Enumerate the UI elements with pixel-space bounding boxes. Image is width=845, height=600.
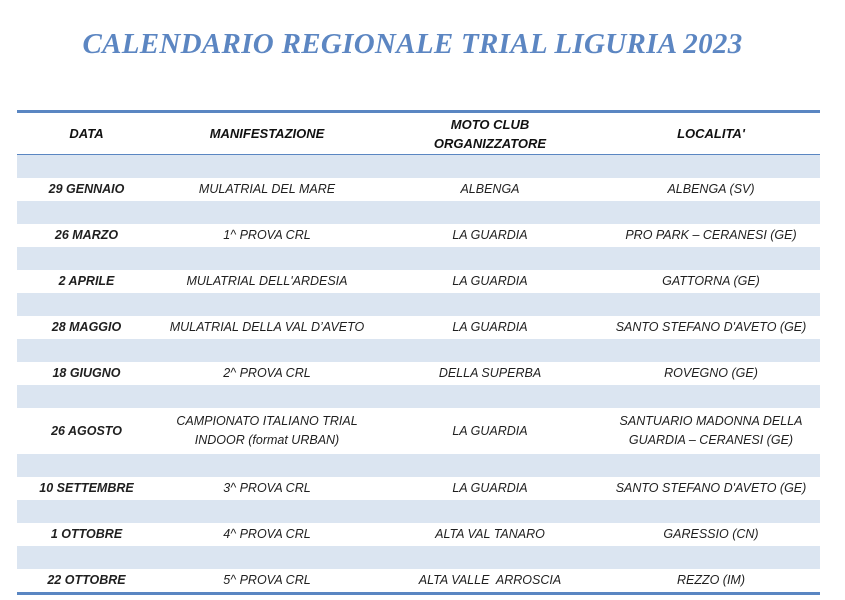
table-row: [17, 408, 820, 454]
cell-event: [156, 180, 378, 199]
cell-location: [602, 479, 820, 498]
cell-location-line: PRO PARK – CERANESI (GE): [625, 228, 797, 242]
cell-location-line: SANTO STEFANO D'AVETO (GE): [615, 481, 807, 495]
table-row: [17, 316, 820, 339]
cell-date: 1 OTTOBRE: [50, 527, 123, 541]
cell-event-line: MULATRIAL DELLA VAL D’AVETO: [169, 320, 365, 334]
cell-club: ALTA VALLE ARROSCIA: [418, 573, 562, 587]
cell-event-line: MULATRIAL DEL MARE: [198, 182, 336, 196]
cell-location-line: SANTUARIO MADONNA DELLA: [619, 414, 803, 428]
table-row: [17, 270, 820, 293]
table-row: [17, 569, 820, 592]
cell-event-line: 3^ PROVA CRL: [223, 481, 311, 495]
spacer-row: [17, 201, 820, 224]
cell-date: 2 APRILE: [58, 274, 115, 288]
cell-event-line: 2^ PROVA CRL: [223, 366, 311, 380]
cell-club: LA GUARDIA: [452, 228, 528, 242]
cell-location-line: GARESSIO (CN): [663, 527, 759, 541]
cell-event-line: 4^ PROVA CRL: [223, 527, 311, 541]
spacer-row: [17, 500, 820, 523]
cell-club: DELLA SUPERBA: [438, 366, 542, 380]
cell-location-line: GUARDIA – CERANESI (GE): [628, 433, 794, 447]
table-header-row: [17, 113, 820, 155]
cell-club: ALBENGA: [460, 182, 520, 196]
cell-club: ALTA VAL TANARO: [435, 527, 545, 541]
cell-event-line: CAMPIONATO ITALIANO TRIAL: [176, 414, 358, 428]
cell-date: 29 GENNAIO: [48, 182, 125, 196]
table-row: [17, 362, 820, 385]
cell-location: [602, 272, 820, 291]
table-row: [17, 523, 820, 546]
table-row: [17, 477, 820, 500]
cell-location: [602, 364, 820, 383]
header-manifestazione: MANIFESTAZIONE: [209, 126, 325, 141]
spacer-row: [17, 385, 820, 408]
cell-location: [602, 180, 820, 199]
cell-date: 22 OTTOBRE: [47, 573, 126, 587]
cell-club: LA GUARDIA: [452, 481, 528, 495]
cell-event-line: MULATRIAL DELL'ARDESIA: [186, 274, 348, 288]
cell-event-line: 5^ PROVA CRL: [223, 573, 311, 587]
cell-event-line: INDOOR (format URBAN): [194, 433, 340, 447]
cell-location: [602, 318, 820, 337]
cell-event: [156, 412, 378, 450]
table-body: [17, 155, 820, 592]
cell-location-line: SANTO STEFANO D'AVETO (GE): [615, 320, 807, 334]
cell-date: 28 MAGGIO: [51, 320, 122, 334]
cell-event-line: 1^ PROVA CRL: [223, 228, 311, 242]
page-title: CALENDARIO REGIONALE TRIAL LIGURIA 2023: [82, 28, 743, 60]
spacer-row: [17, 546, 820, 569]
spacer-row: [17, 339, 820, 362]
cell-club: LA GUARDIA: [452, 423, 528, 438]
cell-date: 26 MARZO: [54, 228, 119, 242]
cell-location: [602, 226, 820, 245]
cell-event: [156, 571, 378, 590]
header-moto-club-line1: MOTO CLUB: [450, 116, 530, 132]
cell-event: [156, 479, 378, 498]
header-moto-club-line2: ORGANIZZATORE: [433, 135, 547, 151]
table-row: [17, 178, 820, 201]
cell-event: [156, 364, 378, 383]
header-localita: LOCALITA': [677, 126, 745, 141]
cell-event: [156, 272, 378, 291]
header-moto-club: [378, 115, 602, 153]
cell-date: 26 AGOSTO: [51, 423, 122, 438]
spacer-row: [17, 454, 820, 477]
table-row: [17, 224, 820, 247]
cell-location-line: REZZO (IM): [676, 573, 746, 587]
spacer-row: [17, 155, 820, 178]
cell-location: [602, 571, 820, 590]
cell-event: [156, 318, 378, 337]
cell-location: [602, 412, 820, 450]
cell-location: [602, 525, 820, 544]
cell-date: 18 GIUGNO: [52, 366, 121, 380]
calendar-table: [17, 110, 820, 595]
cell-location-line: ROVEGNO (GE): [664, 366, 758, 380]
cell-club: LA GUARDIA: [452, 274, 528, 288]
cell-club: LA GUARDIA: [452, 320, 528, 334]
cell-location-line: GATTORNA (GE): [662, 274, 760, 288]
cell-event: [156, 226, 378, 245]
spacer-row: [17, 293, 820, 316]
header-data: DATA: [69, 126, 104, 141]
cell-location-line: ALBENGA (SV): [667, 182, 755, 196]
cell-date: 10 SETTEMBRE: [39, 481, 134, 495]
spacer-row: [17, 247, 820, 270]
cell-event: [156, 525, 378, 544]
